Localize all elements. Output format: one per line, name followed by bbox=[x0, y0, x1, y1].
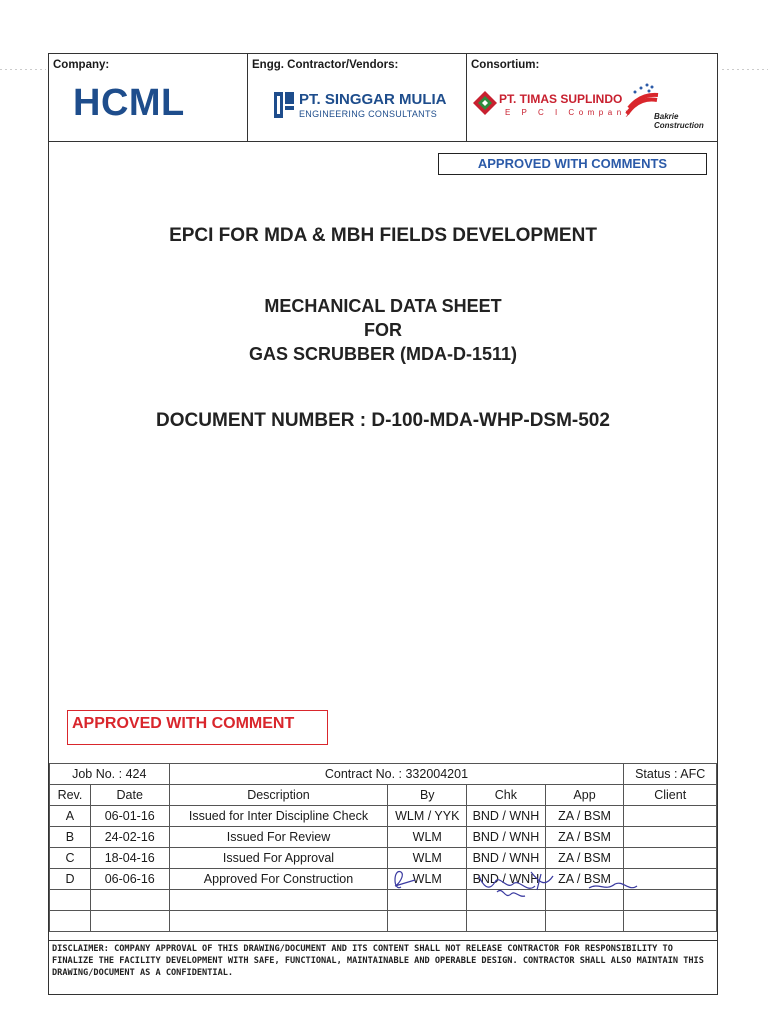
table-cell bbox=[624, 827, 717, 848]
approved-with-comment-stamp: APPROVED WITH COMMENT bbox=[67, 710, 328, 745]
column-header: By bbox=[388, 785, 467, 806]
contractor-subtitle: ENGINEERING CONSULTANTS bbox=[299, 109, 438, 119]
document-title-line3: GAS SCRUBBER (MDA-D-1511) bbox=[248, 344, 518, 364]
table-cell: WLM bbox=[388, 869, 467, 890]
company-label: Company: bbox=[53, 59, 110, 71]
table-cell: Issued For Approval bbox=[169, 848, 388, 869]
document-title bbox=[49, 294, 717, 366]
disclaimer-text: DISCLAIMER: COMPANY APPROVAL OF THIS DRAWING/DOCUMENT AND ITS CONTENT SHALL NOT RELEASE CONTRACTOR FOR RESPONSIBILITY TO FINALIZE THE FACILITY DEVELOPMENT WITH SAFE, FUNCTIONAL, MAINTAINABLE AND OPERABLE DESIGN. CONTRACTOR SHALL ALSO MAINTAIN THIS DRAWING/DOCUMENT AS A CONFIDENTIAL. bbox=[49, 940, 717, 981]
job-no-cell: Job No. : 424 bbox=[50, 764, 170, 785]
table-cell: BND / WNH bbox=[467, 848, 546, 869]
table-cell: D bbox=[50, 869, 91, 890]
status-cell: Status : AFC bbox=[624, 764, 717, 785]
table-row bbox=[50, 827, 717, 848]
table-cell bbox=[388, 911, 467, 932]
table-cell: ZA / BSM bbox=[545, 827, 624, 848]
document-number: DOCUMENT NUMBER : D-100-MDA-WHP-DSM-502 bbox=[156, 410, 610, 431]
singgar-logo-icon bbox=[274, 92, 294, 118]
consortium-cell bbox=[467, 54, 718, 141]
table-cell: B bbox=[50, 827, 91, 848]
table-cell: BND / WNH bbox=[467, 869, 546, 890]
document-title-line2: FOR bbox=[364, 320, 402, 340]
project-title: EPCI FOR MDA & MBH FIELDS DEVELOPMENT bbox=[169, 225, 597, 246]
table-cell: C bbox=[50, 848, 91, 869]
table-cell bbox=[50, 890, 91, 911]
table-cell bbox=[545, 911, 624, 932]
table-header-row bbox=[50, 785, 717, 806]
table-row bbox=[50, 806, 717, 827]
column-header: Rev. bbox=[50, 785, 91, 806]
table-row bbox=[50, 764, 717, 785]
table-cell: Issued For Review bbox=[169, 827, 388, 848]
table-cell: Approved For Construction bbox=[169, 869, 388, 890]
handwritten-signatures bbox=[379, 862, 649, 912]
consortium-subtitle: E P C I Company bbox=[505, 108, 635, 117]
timas-logo-icon bbox=[472, 90, 498, 116]
table-cell: A bbox=[50, 806, 91, 827]
contractor-cell bbox=[248, 54, 467, 141]
table-row bbox=[50, 911, 717, 932]
table-cell: WLM / YYK bbox=[388, 806, 467, 827]
title-block-header bbox=[49, 54, 717, 142]
column-header: App bbox=[545, 785, 624, 806]
column-header: Chk bbox=[467, 785, 546, 806]
consortium-label: Consortium: bbox=[471, 59, 540, 71]
document-frame bbox=[48, 53, 718, 995]
table-cell: Issued for Inter Discipline Check bbox=[169, 806, 388, 827]
consortium-name: PT. TIMAS SUPLINDO bbox=[499, 92, 623, 106]
contractor-name: PT. SINGGAR MULIA bbox=[299, 91, 447, 108]
table-cell: 06-06-16 bbox=[90, 869, 169, 890]
column-header: Date bbox=[90, 785, 169, 806]
table-cell bbox=[467, 911, 546, 932]
table-cell: ZA / BSM bbox=[545, 806, 624, 827]
table-cell bbox=[90, 890, 169, 911]
table-cell bbox=[169, 890, 388, 911]
contract-no-cell: Contract No. : 332004201 bbox=[169, 764, 624, 785]
hcml-logo: HCML bbox=[73, 82, 185, 124]
table-cell bbox=[90, 911, 169, 932]
table-cell: BND / WNH bbox=[467, 806, 546, 827]
scan-artifact-left bbox=[0, 69, 46, 70]
partner-name-line1: Bakrie bbox=[654, 112, 679, 121]
partner-name-line2: Construction bbox=[654, 121, 704, 130]
table-cell: WLM bbox=[388, 827, 467, 848]
table-cell: ZA / BSM bbox=[545, 869, 624, 890]
table-cell bbox=[624, 911, 717, 932]
table-cell: 24-02-16 bbox=[90, 827, 169, 848]
company-cell bbox=[49, 54, 248, 141]
table-cell: 06-01-16 bbox=[90, 806, 169, 827]
column-header: Client bbox=[624, 785, 717, 806]
table-cell: ZA / BSM bbox=[545, 848, 624, 869]
document-title-line1: MECHANICAL DATA SHEET bbox=[264, 296, 502, 316]
table-cell: WLM bbox=[388, 848, 467, 869]
table-cell bbox=[169, 911, 388, 932]
table-cell: BND / WNH bbox=[467, 827, 546, 848]
column-header: Description bbox=[169, 785, 388, 806]
approved-with-comments-stamp: APPROVED WITH COMMENTS bbox=[438, 153, 707, 175]
scan-artifact-right bbox=[722, 69, 768, 70]
table-cell: 18-04-16 bbox=[90, 848, 169, 869]
table-cell bbox=[624, 806, 717, 827]
table-cell bbox=[50, 911, 91, 932]
partner-name bbox=[654, 112, 704, 130]
contractor-label: Engg. Contractor/Vendors: bbox=[252, 59, 399, 71]
